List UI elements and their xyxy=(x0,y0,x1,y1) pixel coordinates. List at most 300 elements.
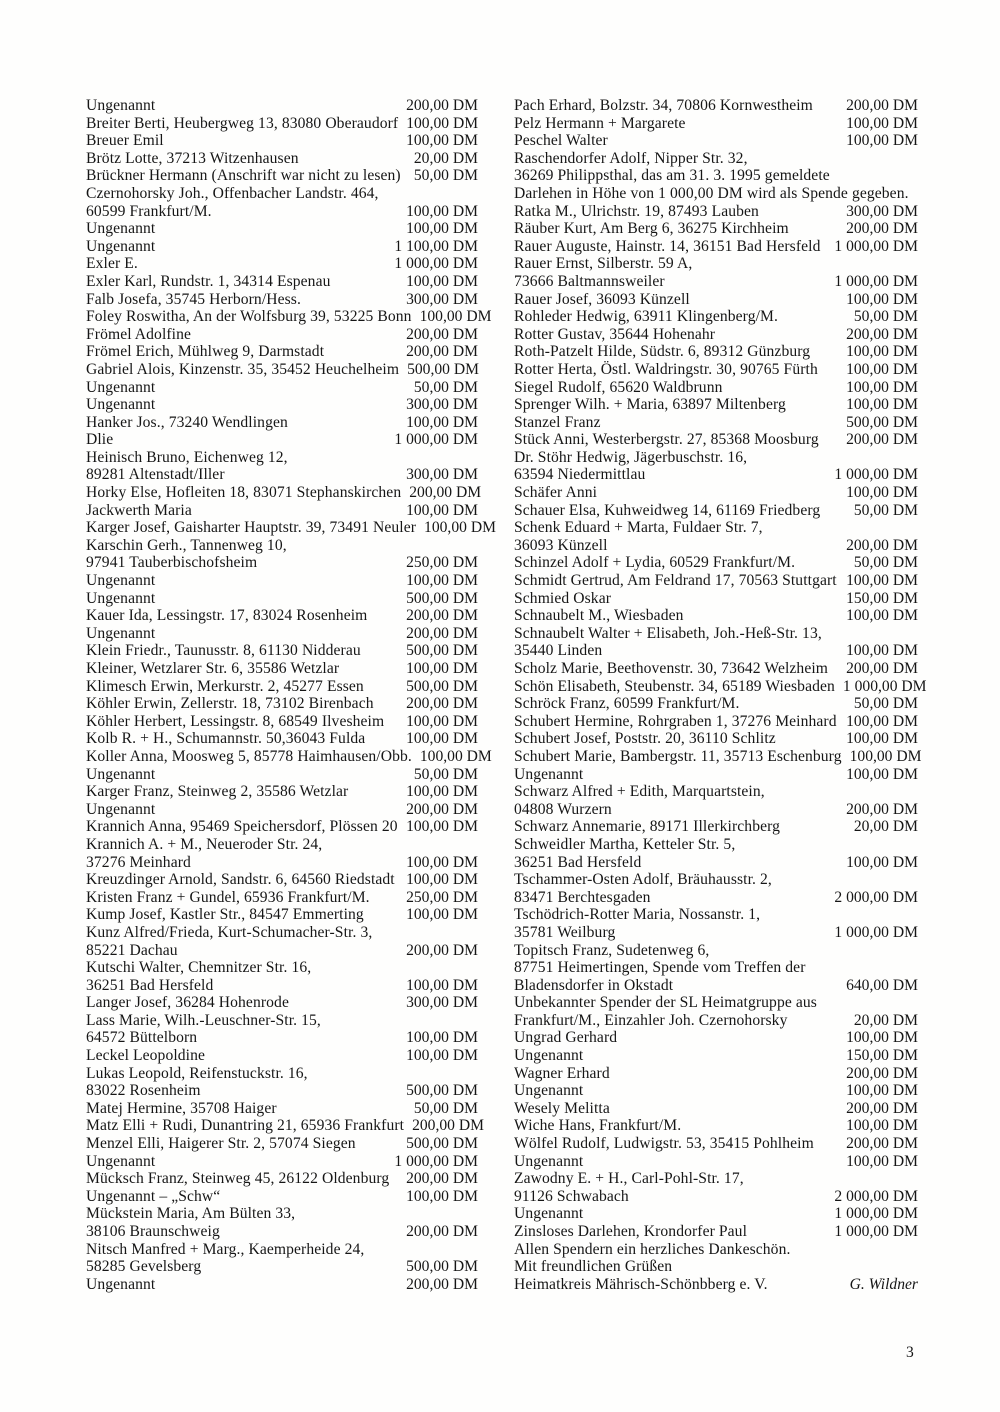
donation-line xyxy=(86,414,478,432)
donor-text: Rauer Auguste, Hainstr. 14, 36151 Bad Hersfeld xyxy=(514,237,821,255)
amount-text: 100,00 DM xyxy=(846,114,918,132)
amount-text: 300,00 DM xyxy=(406,466,478,484)
donor-text: Brötz Lotte, 37213 Witzenhausen xyxy=(86,149,299,167)
donation-line xyxy=(86,1117,484,1135)
donor-text: Mit freundlichen Grüßen xyxy=(514,1258,673,1276)
donor-text: 73666 Baltmannsweiler xyxy=(514,272,665,290)
donor-text: Jackwerth Maria xyxy=(86,501,192,519)
donation-line xyxy=(86,625,478,643)
amount-text: 640,00 DM xyxy=(846,976,918,994)
amount-text: 20,00 DM xyxy=(413,149,478,167)
donor-text: Mücksch Franz, Steinweg 45, 26122 Oldenburg xyxy=(86,1170,390,1188)
donor-text: Pelz Hermann + Margarete xyxy=(514,114,686,132)
amount-text: 500,00 DM xyxy=(846,413,918,431)
donation-line xyxy=(514,291,918,309)
amount-text: 50,00 DM xyxy=(853,554,918,572)
donor-text: Langer Josef, 36284 Hohenrode xyxy=(86,994,289,1012)
amount-text: 100,00 DM xyxy=(846,1117,918,1135)
amount-text: 100,00 DM xyxy=(406,660,478,677)
amount-text: 100,00 DM xyxy=(406,712,478,730)
donor-text: Breuer Emil xyxy=(86,132,164,150)
donation-line xyxy=(86,1205,478,1223)
donor-text: Heimatkreis Mährisch-Schönbberg e. V. xyxy=(514,1275,768,1293)
amount-text: 200,00 DM xyxy=(846,97,918,114)
donation-line xyxy=(86,203,478,221)
donation-list-right-column xyxy=(514,97,927,1293)
amount-text: 100,00 DM xyxy=(846,730,918,748)
donation-line xyxy=(86,519,496,537)
amount-text: 100,00 DM xyxy=(406,818,478,836)
amount-text: 100,00 DM xyxy=(424,519,496,537)
amount-text: 2 000,00 DM xyxy=(834,1187,918,1205)
donation-line xyxy=(514,783,918,801)
amount-text: 100,00 DM xyxy=(406,976,478,994)
donation-line xyxy=(514,519,918,537)
amount-text: 200,00 DM xyxy=(846,660,918,677)
donation-line xyxy=(514,730,918,748)
donor-text: Falb Josefa, 35745 Herborn/Hess. xyxy=(86,290,301,308)
donor-text: Köhler Erwin, Zellerstr. 18, 73102 Birenbach xyxy=(86,695,374,713)
donation-line xyxy=(514,1012,918,1030)
donor-text: Kump Josef, Kastler Str., 84547 Emmerting xyxy=(86,906,364,924)
amount-text: 300,00 DM xyxy=(406,994,478,1012)
donation-line xyxy=(86,537,478,555)
amount-text: 250,00 DM xyxy=(406,554,478,572)
amount-text: 100,00 DM xyxy=(846,396,918,414)
donation-line xyxy=(514,150,918,168)
amount-text: 200,00 DM xyxy=(406,325,478,343)
donor-text: 97941 Tauberbischofsheim xyxy=(86,554,258,572)
amount-text: 100,00 DM xyxy=(846,290,918,308)
donor-text: Ungenannt xyxy=(514,1205,584,1223)
donor-text: Peschel Walter xyxy=(514,132,608,150)
amount-text: 100,00 DM xyxy=(406,202,478,220)
donor-text: Schnaubelt M., Wiesbaden xyxy=(514,607,684,625)
donation-line xyxy=(514,1170,918,1188)
donor-text: 38106 Braunschweig xyxy=(86,1223,220,1240)
donor-text: 64572 Büttelborn xyxy=(86,1029,198,1047)
donation-line xyxy=(514,695,918,713)
amount-text: 1 000,00 DM xyxy=(834,237,918,255)
donor-text: Gabriel Alois, Kinzenstr. 35, 35452 Heuchelheim xyxy=(86,360,400,378)
donor-text: Ungenannt xyxy=(86,220,156,238)
donor-text: Ungenannt xyxy=(86,1152,156,1170)
donation-line xyxy=(514,449,918,467)
donation-line xyxy=(86,730,478,748)
amount-text: 200,00 DM xyxy=(406,343,478,361)
donor-text: Dlie xyxy=(86,431,114,449)
donor-text: Hanker Jos., 73240 Wendlingen xyxy=(86,413,288,431)
amount-text: 500,00 DM xyxy=(406,1082,478,1100)
donor-text: Ungenannt xyxy=(86,572,156,590)
donation-line xyxy=(86,1276,478,1294)
donor-text: 63594 Niedermittlau xyxy=(514,466,646,484)
donor-text: Sprenger Wilh. + Maria, 63897 Miltenberg xyxy=(514,396,786,414)
donation-line xyxy=(86,273,478,291)
amount-text: 100,00 DM xyxy=(406,871,478,889)
amount-text: 500,00 DM xyxy=(407,360,479,378)
donor-text: 36093 Künzell xyxy=(514,536,608,554)
donor-text: Schubert Hermine, Rohrgraben 1, 37276 Meinhard xyxy=(514,712,837,730)
donation-line xyxy=(514,255,918,273)
amount-text: 200,00 DM xyxy=(406,695,478,713)
donation-line xyxy=(86,889,478,907)
amount-text: 200,00 DM xyxy=(846,1135,918,1153)
amount-text: 50,00 DM xyxy=(853,695,918,713)
donor-text: Menzel Elli, Haigerer Str. 2, 57074 Siegen xyxy=(86,1135,356,1153)
amount-text: 100,00 DM xyxy=(406,272,478,290)
donation-line xyxy=(514,625,918,643)
donation-line xyxy=(86,343,478,361)
donation-line xyxy=(86,308,492,326)
donation-line xyxy=(86,906,478,924)
amount-text: 1 000,00 DM xyxy=(834,466,918,484)
donor-text: Klein Friedr., Taunusstr. 8, 61130 Nidderau xyxy=(86,642,361,660)
donor-text: Ungenannt xyxy=(86,765,156,783)
donation-line xyxy=(86,1258,478,1276)
amount-text: 200,00 DM xyxy=(406,607,478,625)
donor-text: Frankfurt/M., Einzahler Joh. Czernohorsky xyxy=(514,1011,788,1029)
amount-text: 100,00 DM xyxy=(846,1082,918,1100)
donation-line xyxy=(514,308,918,326)
donation-line xyxy=(514,677,927,696)
donor-text: Tschödrich-Rotter Maria, Nossanstr. 1, xyxy=(514,906,761,924)
donation-line xyxy=(86,150,478,168)
donor-text: Schmied Oskar xyxy=(514,589,612,607)
amount-text: 20,00 DM xyxy=(853,1011,918,1029)
donation-line xyxy=(514,396,918,414)
donation-line xyxy=(514,818,918,836)
donation-line xyxy=(86,1065,478,1083)
donor-text: 60599 Frankfurt/M. xyxy=(86,202,212,220)
donation-line xyxy=(86,1012,478,1030)
donor-text: Krannich A. + M., Neueroder Str. 24, xyxy=(86,835,323,853)
donation-line xyxy=(86,1153,478,1171)
donation-line xyxy=(514,836,918,854)
amount-text: 100,00 DM xyxy=(846,1029,918,1047)
donation-line xyxy=(514,185,918,203)
amount-text: 500,00 DM xyxy=(406,1258,478,1276)
donation-line xyxy=(514,713,918,731)
donor-text: Schenk Eduard + Marta, Fuldaer Str. 7, xyxy=(514,519,763,537)
donation-line xyxy=(86,466,478,484)
donor-text: Krannich Anna, 95469 Speichersdorf, Plössen 20 xyxy=(86,818,398,836)
donation-line xyxy=(86,396,478,414)
donor-text: Kauer Ida, Lessingstr. 17, 83024 Rosenheim xyxy=(86,607,368,625)
donor-text: Scholz Marie, Beethovenstr. 30, 73642 Welzheim xyxy=(514,660,828,677)
donor-text: Schwarz Alfred + Edith, Marquartstein, xyxy=(514,783,765,801)
donation-line xyxy=(514,871,918,889)
donation-line xyxy=(514,994,918,1012)
amount-text: 200,00 DM xyxy=(406,1170,478,1188)
amount-text: 250,00 DM xyxy=(406,888,478,906)
amount-text: 100,00 DM xyxy=(406,501,478,519)
donation-line xyxy=(514,1276,918,1294)
donor-text: Allen Spendern ein herzliches Dankeschön. xyxy=(514,1240,791,1258)
donation-line xyxy=(86,713,478,731)
donation-line xyxy=(86,238,478,256)
donation-line xyxy=(514,1029,918,1047)
amount-text: 50,00 DM xyxy=(413,1099,478,1117)
donor-text: Matej Hermine, 35708 Haiger xyxy=(86,1099,277,1117)
donation-line xyxy=(86,1223,478,1241)
amount-text: 500,00 DM xyxy=(406,642,478,660)
donor-text: Foley Roswitha, An der Wolfsburg 39, 53225 Bonn xyxy=(86,308,412,326)
amount-text: 100,00 DM xyxy=(406,572,478,590)
donation-line xyxy=(514,379,918,397)
amount-text: 100,00 DM xyxy=(846,360,918,378)
amount-text: 100,00 DM xyxy=(846,642,918,660)
donation-line xyxy=(514,554,918,572)
donor-text: Schubert Marie, Bambergstr. 11, 35713 Eschenburg xyxy=(514,747,842,765)
donor-text: Roth-Patzelt Hilde, Südstr. 6, 89312 Günzburg xyxy=(514,343,811,361)
amount-text: 100,00 DM xyxy=(846,484,918,502)
donor-text: Ungenannt – „Schw“ xyxy=(86,1187,221,1205)
donor-text: Bladensdorfer in Okstadt xyxy=(514,976,674,994)
donation-line xyxy=(86,854,478,872)
amount-text: 100,00 DM xyxy=(406,1187,478,1205)
donor-text: Ungenannt xyxy=(86,378,156,396)
donation-line xyxy=(514,747,922,766)
donation-line xyxy=(514,1082,918,1100)
donor-text: Kleiner, Wetzlarer Str. 6, 35586 Wetzlar xyxy=(86,660,340,677)
amount-text: 100,00 DM xyxy=(406,853,478,871)
donor-text: Köhler Herbert, Lessingstr. 8, 68549 Ilvesheim xyxy=(86,712,385,730)
donor-text: Zinsloses Darlehen, Krondorfer Paul xyxy=(514,1223,748,1240)
amount-text: G. Wildner xyxy=(849,1275,918,1293)
donation-line xyxy=(86,959,478,977)
amount-text: 100,00 DM xyxy=(406,783,478,801)
amount-text: 300,00 DM xyxy=(846,202,918,220)
amount-text: 200,00 DM xyxy=(846,220,918,238)
donor-text: Ratka M., Ulrichstr. 19, 87493 Lauben xyxy=(514,202,759,220)
donor-text: Leckel Leopoldine xyxy=(86,1047,206,1065)
donation-line xyxy=(514,203,918,221)
donation-line xyxy=(86,783,478,801)
donation-line xyxy=(514,1100,918,1118)
donor-text: Karschin Gerh., Tannenweg 10, xyxy=(86,536,287,554)
donation-line xyxy=(514,361,918,379)
donation-line xyxy=(86,747,492,766)
donor-text: Tschammer-Osten Adolf, Bräuhausstr. 2, xyxy=(514,871,772,889)
donor-text: Ungenannt xyxy=(86,97,156,114)
amount-text: 100,00 DM xyxy=(419,308,492,326)
donation-line xyxy=(514,502,918,520)
donation-line xyxy=(514,642,918,660)
donation-line xyxy=(514,801,918,819)
donor-text: Matz Elli + Rudi, Dunantring 21, 65936 Frankfurt xyxy=(86,1117,405,1135)
donation-line xyxy=(514,537,918,555)
donor-text: Karger Franz, Steinweg 2, 35586 Wetzlar xyxy=(86,783,349,801)
amount-text: 100,00 DM xyxy=(846,1152,918,1170)
donor-text: Siegel Rudolf, 65620 Waldbrunn xyxy=(514,378,723,396)
donation-line xyxy=(514,326,918,344)
donation-line xyxy=(514,766,918,784)
amount-text: 100,00 DM xyxy=(406,220,478,238)
donor-text: 89281 Altenstadt/Iller xyxy=(86,466,225,484)
donor-text: 37276 Meinhard xyxy=(86,853,191,871)
donation-line xyxy=(514,132,918,150)
donation-line xyxy=(514,1047,918,1065)
donation-line xyxy=(514,1117,918,1135)
donor-text: Kristen Franz + Gundel, 65936 Frankfurt/M. xyxy=(86,888,370,906)
donor-text: 87751 Heimertingen, Spende vom Treffen der xyxy=(514,959,806,977)
donor-text: Rohleder Hedwig, 63911 Klingenberg/M. xyxy=(514,308,778,326)
donation-line xyxy=(514,572,918,590)
donor-text: 83022 Rosenheim xyxy=(86,1082,201,1100)
amount-text: 200,00 DM xyxy=(406,800,478,818)
donation-line xyxy=(86,766,478,784)
amount-text: 1 000,00 DM xyxy=(394,431,478,449)
page-number: 3 xyxy=(906,1344,914,1361)
donation-line xyxy=(86,871,478,889)
donor-text: Ungenannt xyxy=(514,765,584,783)
donation-line xyxy=(514,977,918,995)
amount-text: 100,00 DM xyxy=(406,132,478,150)
donor-text: Pach Erhard, Bolzstr. 34, 70806 Kornwestheim xyxy=(514,97,813,114)
donation-line xyxy=(86,185,478,203)
donation-line xyxy=(86,554,478,572)
donation-line xyxy=(514,343,918,361)
donation-line xyxy=(86,484,482,502)
donation-line xyxy=(86,590,478,608)
amount-text: 100,00 DM xyxy=(846,572,918,590)
amount-text: 100,00 DM xyxy=(406,413,478,431)
donation-line xyxy=(514,590,918,608)
donation-line xyxy=(514,466,918,484)
donor-text: Ungenannt xyxy=(86,237,156,255)
donor-text: Rotter Gustav, 35644 Hohenahr xyxy=(514,325,716,343)
donor-text: Schmidt Gertrud, Am Feldrand 17, 70563 Stuttgart xyxy=(514,572,837,590)
amount-text: 150,00 DM xyxy=(846,1047,918,1065)
donation-line xyxy=(86,977,478,995)
donor-text: Brückner Hermann (Anschrift war nicht zu lesen) xyxy=(86,167,401,185)
donation-line xyxy=(86,660,478,678)
donation-line xyxy=(86,836,478,854)
amount-text: 50,00 DM xyxy=(413,167,478,185)
donation-line xyxy=(86,678,478,696)
donation-line xyxy=(86,942,478,960)
amount-text: 1 000,00 DM xyxy=(834,272,918,290)
donation-line xyxy=(514,1205,918,1223)
donor-text: Kreuzdinger Arnold, Sandstr. 6, 64560 Riedstadt xyxy=(86,871,395,889)
amount-text: 100,00 DM xyxy=(406,114,479,132)
donation-line xyxy=(514,906,918,924)
donor-text: Stück Anni, Westerbergstr. 27, 85368 Moosburg xyxy=(514,431,819,449)
donation-line xyxy=(514,1135,918,1153)
amount-text: 50,00 DM xyxy=(853,501,918,519)
donor-text: Nitsch Manfred + Marg., Kaemperheide 24, xyxy=(86,1240,365,1258)
donation-line xyxy=(86,1029,478,1047)
donor-text: 04808 Wurzern xyxy=(514,800,612,818)
donor-text: Lass Marie, Wilh.-Leuschner-Str. 15, xyxy=(86,1011,321,1029)
donor-text: Ungrad Gerhard xyxy=(514,1029,618,1047)
donation-line xyxy=(514,431,918,449)
donation-line xyxy=(86,1135,478,1153)
donor-text: Kolb R. + H., Schumannstr. 50,36043 Fulda xyxy=(86,730,366,748)
donor-text: 36269 Philippsthal, das am 31. 3. 1995 gemeldete xyxy=(514,167,830,185)
donation-line xyxy=(86,255,478,273)
donor-text: Kutschi Walter, Chemnitzer Str. 16, xyxy=(86,959,312,977)
donor-text: 36251 Bad Hersfeld xyxy=(514,853,642,871)
donation-line xyxy=(86,1188,478,1206)
donor-text: Karger Josef, Gaisharter Hauptstr. 39, 73491 Neuler xyxy=(86,519,417,537)
amount-text: 100,00 DM xyxy=(846,853,918,871)
amount-text: 1 000,00 DM xyxy=(394,1152,478,1170)
donation-line xyxy=(86,1100,478,1118)
amount-text: 200,00 DM xyxy=(846,431,918,449)
donation-line xyxy=(514,660,918,678)
donor-text: Schauer Elsa, Kuhweidweg 14, 61169 Friedberg xyxy=(514,501,821,519)
donor-text: Schön Elisabeth, Steubenstr. 34, 65189 Wiesbaden xyxy=(514,677,835,695)
donation-line xyxy=(86,1241,478,1259)
donor-text: 91126 Schwabach xyxy=(514,1187,629,1205)
amount-text: 200,00 DM xyxy=(846,325,918,343)
amount-text: 1 000,00 DM xyxy=(842,677,927,695)
donation-line xyxy=(86,326,478,344)
donor-text: Heinisch Bruno, Eichenweg 12, xyxy=(86,448,288,466)
donor-text: Koller Anna, Moosweg 5, 85778 Haimhausen/Obb. xyxy=(86,747,412,765)
donor-text: Klimesch Erwin, Merkurstr. 2, 45277 Essen xyxy=(86,677,364,695)
donation-line xyxy=(514,414,918,432)
donor-text: Rauer Ernst, Silberstr. 59 A, xyxy=(514,255,693,273)
donation-line xyxy=(514,167,918,185)
donor-text: Exler Karl, Rundstr. 1, 34314 Espenau xyxy=(86,272,331,290)
donation-line xyxy=(514,273,918,291)
donation-line xyxy=(86,572,478,590)
donor-text: Ungenannt xyxy=(86,396,156,414)
donation-line xyxy=(86,1170,478,1188)
donation-line xyxy=(86,818,478,836)
donor-text: Ungenannt xyxy=(86,800,156,818)
donor-text: 35440 Linden xyxy=(514,642,603,660)
donor-text: 83471 Berchtesgaden xyxy=(514,888,651,906)
amount-text: 100,00 DM xyxy=(846,132,918,150)
donor-text: Schweidler Martha, Ketteler Str. 5, xyxy=(514,835,736,853)
donor-text: Ungenannt xyxy=(86,1275,156,1293)
donor-text: Mückstein Maria, Am Bülten 33, xyxy=(86,1205,296,1223)
amount-text: 500,00 DM xyxy=(406,677,478,695)
donation-line xyxy=(86,220,478,238)
donation-line xyxy=(514,115,918,133)
amount-text: 1 000,00 DM xyxy=(834,1205,918,1223)
donor-text: Rauer Josef, 36093 Künzell xyxy=(514,290,690,308)
donor-text: Stanzel Franz xyxy=(514,413,601,431)
donation-line xyxy=(514,889,918,907)
amount-text: 500,00 DM xyxy=(406,1135,478,1153)
donor-text: Darlehen in Höhe von 1 000,00 DM wird als Spende gegeben. xyxy=(514,184,909,202)
amount-text: 100,00 DM xyxy=(846,378,918,396)
amount-text: 200,00 DM xyxy=(409,484,482,502)
donor-text: Ungenannt xyxy=(86,624,156,642)
donor-text: Ungenannt xyxy=(514,1082,584,1100)
amount-text: 200,00 DM xyxy=(846,536,918,554)
amount-text: 1 100,00 DM xyxy=(394,237,478,255)
donation-line xyxy=(514,959,918,977)
amount-text: 100,00 DM xyxy=(406,1047,478,1065)
donation-line xyxy=(514,607,918,625)
donation-line xyxy=(86,801,478,819)
donation-line xyxy=(86,449,478,467)
donation-line xyxy=(86,1047,478,1065)
donor-text: 35781 Weilburg xyxy=(514,923,616,941)
amount-text: 200,00 DM xyxy=(406,1223,478,1240)
donor-text: Wiche Hans, Frankfurt/M. xyxy=(514,1117,682,1135)
amount-text: 200,00 DM xyxy=(846,1064,918,1082)
donation-line xyxy=(86,167,478,185)
donor-text: Schäfer Anni xyxy=(514,484,598,502)
donation-line xyxy=(86,431,478,449)
